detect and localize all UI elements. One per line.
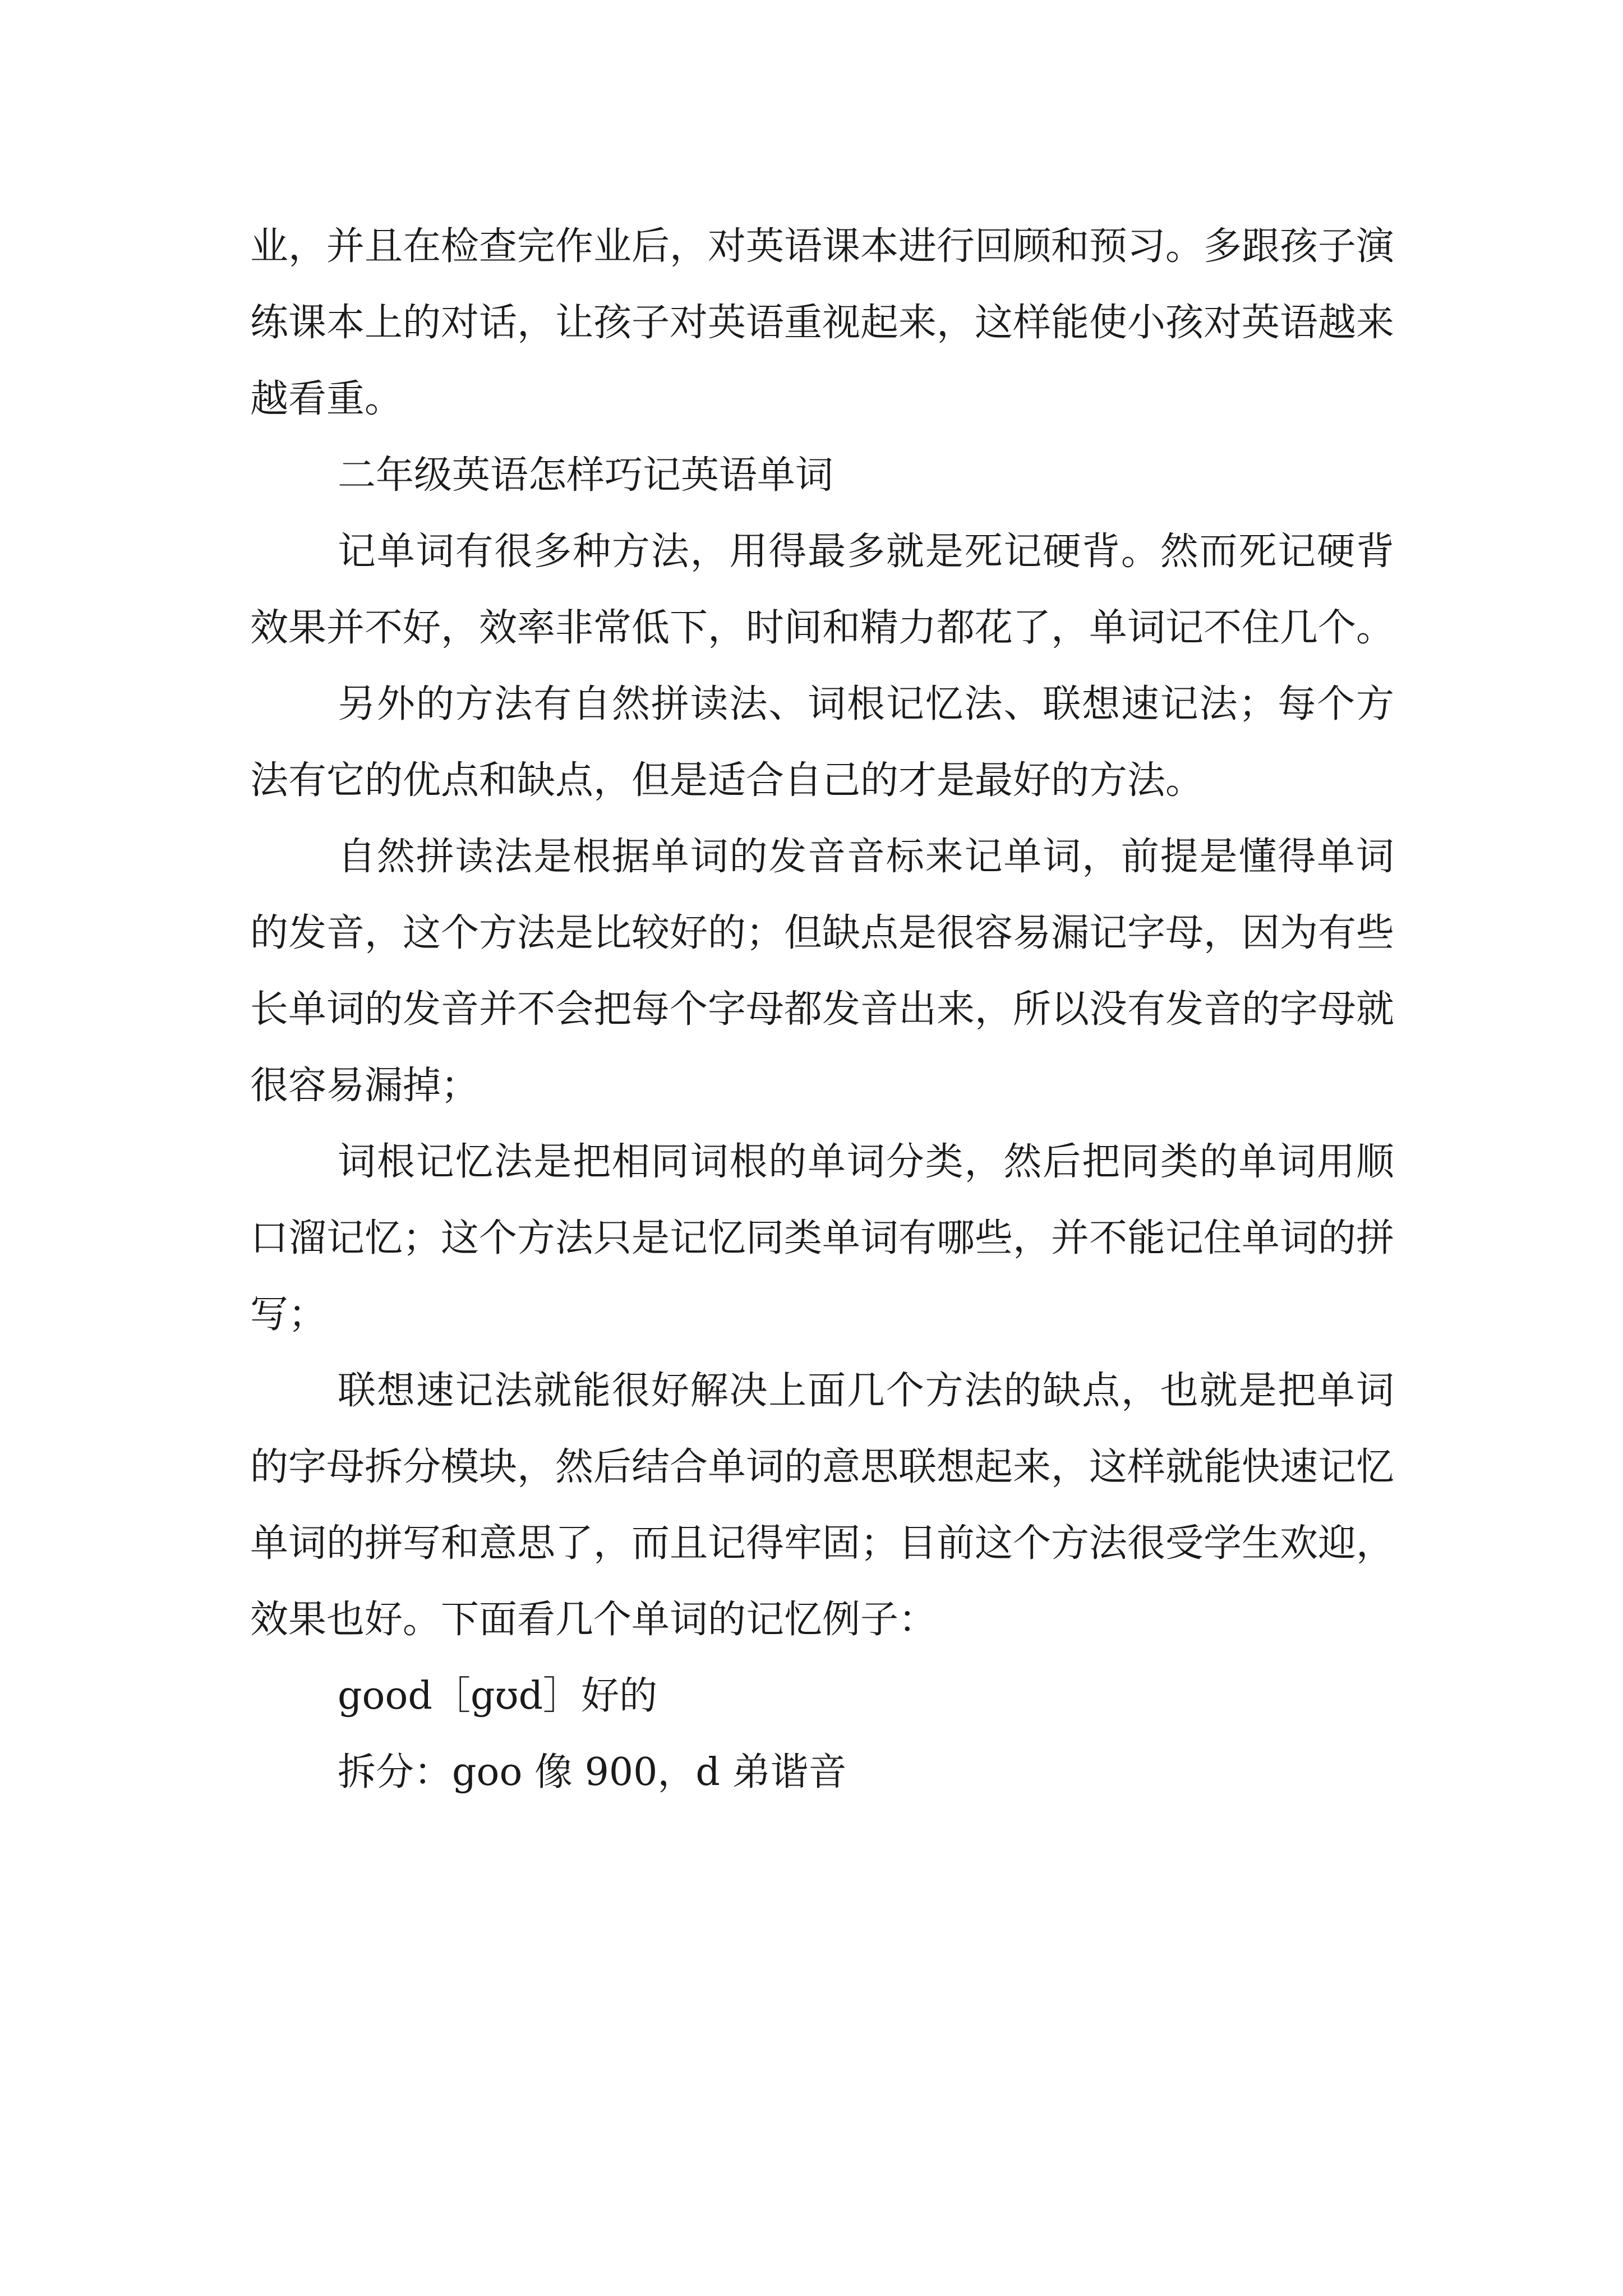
paragraph-other-methods: 另外的方法有自然拼读法、词根记忆法、联想速记法；每个方法有它的优点和缺点，但是适合自己的才是最好的方法。 xyxy=(250,682,1394,803)
example-word-split: 拆分：goo 像 900，d 弟谐音 xyxy=(338,1750,847,1795)
paragraph-phonics-method: 自然拼读法是根据单词的发音音标来记单词，前提是懂得单词的发音，这个方法是比较好的；但缺点是很容易漏记字母，因为有些长单词的发音并不会把每个字母都发音出来，所以没有发音的字母就很容易漏掉； xyxy=(250,835,1395,1108)
paragraph-continuation: 业，并且在检查完作业后，对英语课本进行回顾和预习。多跟孩子演练课本上的对话，让孩子对英语重视起来，这样能使小孩对英语越来越看重。 xyxy=(250,224,1395,421)
paragraph-association-method: 联想速记法就能很好解决上面几个方法的缺点，也就是把单词的字母拆分模块，然后结合单词的意思联想起来，这样就能快速记忆单词的拼写和意思了，而且记得牢固；目前这个方法很受学生欢迎，效果也好。下面看几个单词的记忆例子： xyxy=(250,1369,1395,1642)
paragraph-root-method: 词根记忆法是把相同词根的单词分类，然后把同类的单词用顺口溜记忆；这个方法只是记忆同类单词有哪些，并不能记住单词的拼写； xyxy=(250,1140,1395,1337)
section-heading: 二年级英语怎样巧记英语单词 xyxy=(338,453,834,498)
body-text xyxy=(250,209,1394,1811)
paragraph-rote-memorization: 记单词有很多种方法，用得最多就是死记硬背。然而死记硬背效果并不好，效率非常低下，时间和精力都花了，单词记不住几个。 xyxy=(250,530,1395,650)
example-word-good: good［gʊd］好的 xyxy=(338,1674,658,1718)
